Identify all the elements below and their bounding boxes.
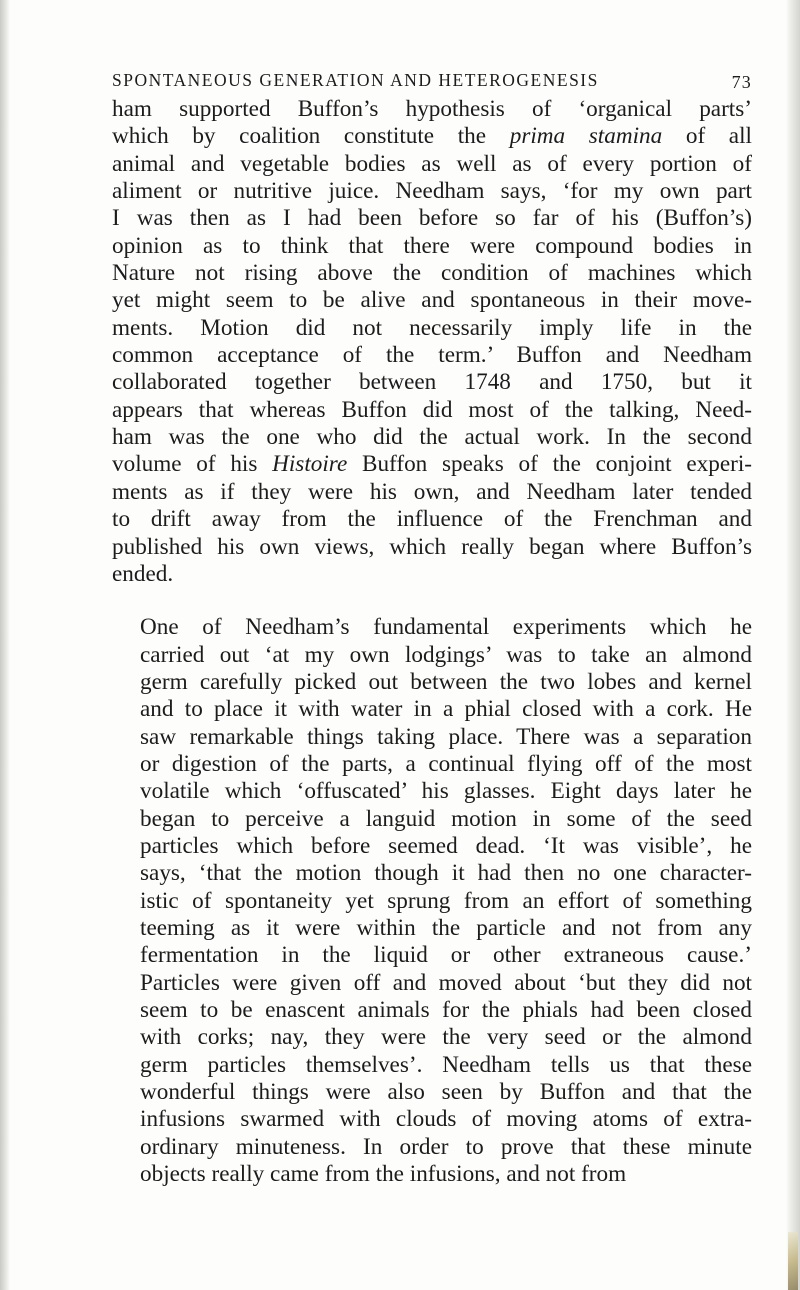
text-line: volatile which ‘offuscated’ his glasses. Eight days later he	[140, 778, 752, 805]
text-line: carried out ‘at my own lodgings’ was to take an almond	[140, 641, 752, 668]
text-line: Particles were given off and moved about ‘but they did not	[140, 969, 752, 996]
paragraph-needham-experiment	[112, 614, 752, 1188]
text-line: saw remarkable things taking place. There was a separation	[140, 723, 752, 750]
page-gutter-shadow	[0, 0, 10, 1290]
text-line: volume of his Histoire Buffon speaks of the conjoint experi-	[112, 451, 752, 478]
text-line: istic of spontaneity yet sprung from an effort of something	[140, 887, 752, 914]
text-line: began to perceive a languid motion in some of the seed	[140, 805, 752, 832]
text-line: infusions swarmed with clouds of moving atoms of extra-	[140, 1106, 752, 1133]
page-number: 73	[731, 72, 752, 92]
text-line: germ carefully picked out between the two lobes and kernel	[140, 668, 752, 695]
text-line: teeming as it were within the particle and not from any	[140, 914, 752, 941]
text-line: Nature not rising above the condition of machines which	[112, 260, 752, 287]
running-title: SPONTANEOUS GENERATION AND HETEROGENESIS	[112, 70, 599, 90]
text-line: ordinary minuteness. In order to prove that these minute	[140, 1133, 752, 1160]
text-line: published his own views, which really began where Buffon’s	[112, 533, 752, 560]
text-line: with corks; nay, they were the very seed or the almond	[140, 1024, 752, 1051]
text-line: particles which before seemed dead. ‘It was visible’, he	[140, 832, 752, 859]
text-line: aliment or nutritive juice. Needham says, ‘for my own part	[112, 178, 752, 205]
text-line: collaborated together between 1748 and 1750, but it	[112, 369, 752, 396]
paragraph-continued	[112, 96, 752, 588]
text-line: which by coalition constitute the prima stamina of all	[112, 123, 752, 150]
text-line: ments as if they were his own, and Needham later tended	[112, 478, 752, 505]
text-line: I was then as I had been before so far of his (Buffon’s)	[112, 205, 752, 232]
text-line: One of Needham’s fundamental experiments which he	[140, 614, 752, 641]
text-line: wonderful things were also seen by Buffon and that the	[140, 1079, 752, 1106]
page-edge-shadow	[786, 0, 800, 1290]
text-line: fermentation in the liquid or other extraneous cause.’	[140, 942, 752, 969]
text-line: seem to be enascent animals for the phials had been closed	[140, 997, 752, 1023]
text-line: ended.	[112, 560, 174, 587]
text-line: objects really came from the infusions, and not from	[140, 1161, 627, 1188]
text-line: to drift away from the influence of the Frenchman and	[112, 506, 752, 533]
text-line: opinion as to think that there were compound bodies in	[112, 232, 752, 259]
text-line: or digestion of the parts, a continual flying off of the most	[140, 750, 752, 777]
text-line: common acceptance of the term.’ Buffon and Needham	[112, 342, 752, 369]
text-line: yet might seem to be alive and spontaneous in their move-	[112, 287, 752, 314]
scan-edge-mark	[788, 1232, 798, 1290]
text-line: animal and vegetable bodies as well as of every portion of	[112, 150, 752, 177]
text-line: and to place it with water in a phial closed with a cork. He	[140, 696, 752, 723]
text-line: appears that whereas Buffon did most of the talking, Need-	[112, 396, 752, 423]
text-line: ments. Motion did not necessarily imply life in the	[112, 314, 752, 341]
body-text	[112, 96, 752, 1188]
text-line: says, ‘that the motion though it had then no one character-	[140, 860, 752, 887]
text-line: germ particles themselves’. Needham tells us that these	[140, 1051, 752, 1078]
text-line: ham supported Buffon’s hypothesis of ‘organical parts’	[112, 96, 752, 122]
text-line: ham was the one who did the actual work. In the second	[112, 424, 752, 451]
